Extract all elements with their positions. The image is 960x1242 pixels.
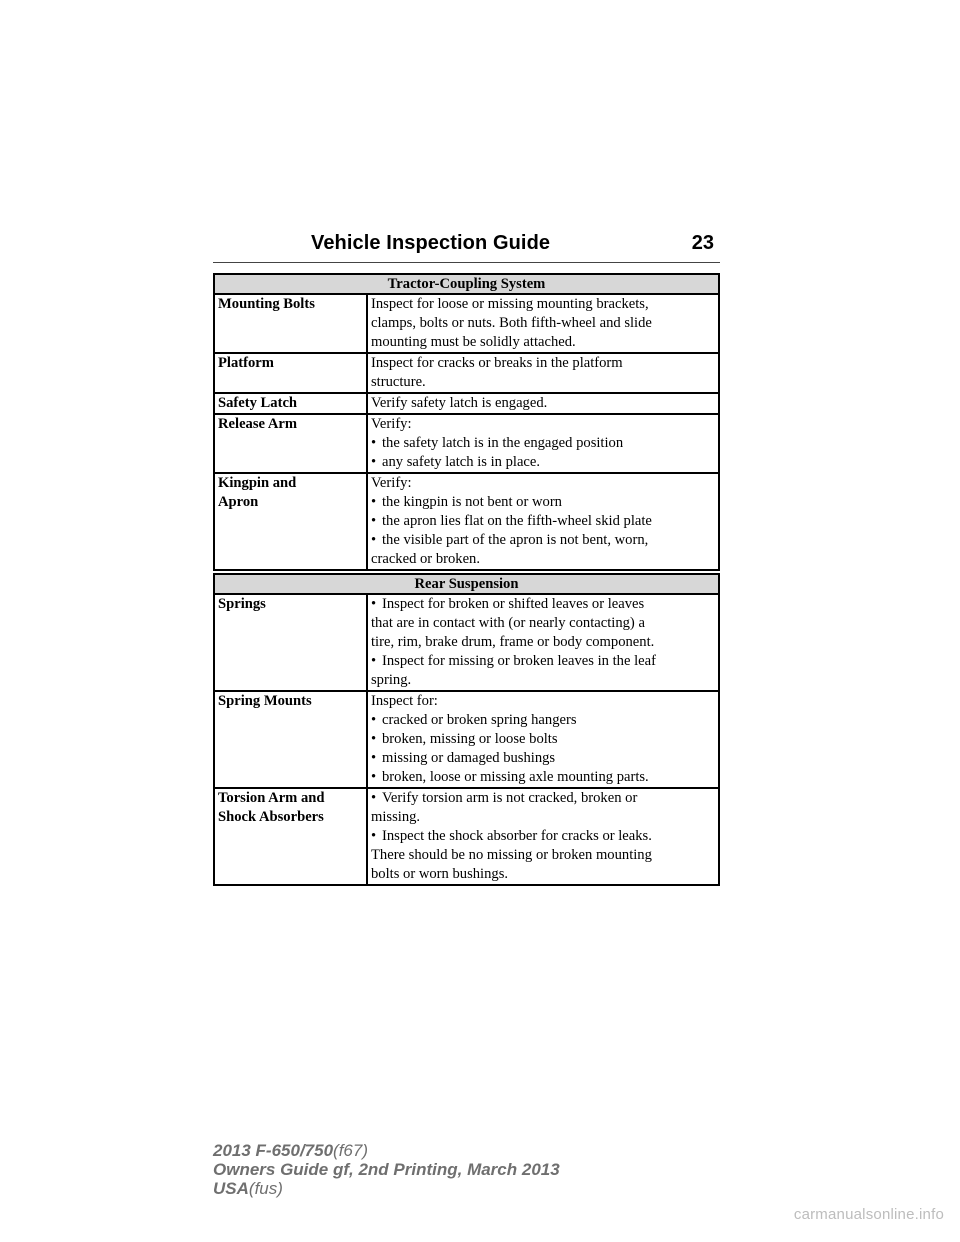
- row-label: [214, 594, 367, 691]
- page-header: [213, 229, 720, 259]
- bullet-icon: •: [371, 653, 377, 669]
- description-line: [371, 373, 716, 392]
- row-label: [214, 788, 367, 885]
- table-header-row: [214, 574, 719, 594]
- line-text: structure.: [371, 374, 426, 390]
- description-line: [371, 865, 716, 884]
- tractor-coupling-table: [213, 273, 720, 571]
- description-line: [371, 633, 716, 652]
- bullet-item: [371, 789, 716, 808]
- bullet-icon: •: [371, 513, 377, 529]
- line-text: There should be no missing or broken mounting: [371, 847, 652, 863]
- footer-line-2: Owners Guide gf, 2nd Printing, March 2013: [213, 1160, 560, 1179]
- row-label: [214, 393, 367, 414]
- row-label-line: Mounting Bolts: [218, 296, 315, 312]
- bullet-icon: •: [371, 712, 377, 728]
- line-text: tire, rim, brake drum, frame or body component.: [371, 634, 655, 650]
- header-divider: [213, 262, 720, 263]
- bullet-item: [371, 493, 716, 512]
- line-text: Inspect for loose or missing mounting brackets,: [371, 296, 649, 312]
- row-description: [367, 393, 719, 414]
- row-label-line: Apron: [218, 494, 259, 510]
- table-title: Rear Suspension: [214, 574, 719, 594]
- line-text: that are in contact with (or nearly contacting) a: [371, 615, 645, 631]
- bullet-icon: •: [371, 532, 377, 548]
- watermark: carmanualsonline.info: [793, 1206, 944, 1223]
- row-label: [214, 691, 367, 788]
- table-row: [214, 294, 719, 353]
- bullet-icon: •: [371, 454, 377, 470]
- line-text: broken, missing or loose bolts: [382, 731, 558, 747]
- table-header-row: [214, 274, 719, 294]
- bullet-item: [371, 531, 716, 550]
- bullet-item: [371, 768, 716, 787]
- bullet-item: [371, 749, 716, 768]
- bullet-icon: •: [371, 494, 377, 510]
- page-number: 23: [691, 232, 714, 254]
- row-label-line: Springs: [218, 596, 266, 612]
- line-text: cracked or broken.: [371, 551, 480, 567]
- bullet-item: [371, 595, 716, 614]
- row-label-line: Shock Absorbers: [218, 809, 324, 825]
- line-text: cracked or broken spring hangers: [382, 712, 577, 728]
- row-description: [367, 788, 719, 885]
- row-description: [367, 594, 719, 691]
- row-label: [214, 353, 367, 393]
- bullet-icon: •: [371, 731, 377, 747]
- bullet-item: [371, 434, 716, 453]
- row-label-line: Safety Latch: [218, 395, 298, 411]
- line-text: Verify torsion arm is not cracked, broken or: [382, 790, 638, 806]
- bullet-item: [371, 453, 716, 472]
- table-row: [214, 473, 719, 570]
- line-text: Inspect for cracks or breaks in the platform: [371, 355, 623, 371]
- description-line: [371, 671, 716, 690]
- bullet-item: [371, 827, 716, 846]
- description-line: [371, 846, 716, 865]
- row-description: [367, 294, 719, 353]
- description-line: [371, 415, 716, 434]
- row-label-line: Release Arm: [218, 416, 298, 432]
- table-row: [214, 788, 719, 885]
- row-label-line: Spring Mounts: [218, 693, 312, 709]
- line-text: Inspect the shock absorber for cracks or leaks.: [382, 828, 652, 844]
- line-text: Verify:: [371, 475, 412, 491]
- description-line: [371, 550, 716, 569]
- bullet-icon: •: [371, 750, 377, 766]
- footer-model-code: (f67): [333, 1141, 369, 1160]
- footer-line-1: [213, 1141, 560, 1160]
- row-label: [214, 473, 367, 570]
- rear-suspension-table: [213, 573, 720, 886]
- bullet-item: [371, 652, 716, 671]
- bullet-icon: •: [371, 435, 377, 451]
- description-line: [371, 614, 716, 633]
- line-text: Verify safety latch is engaged.: [371, 395, 548, 411]
- line-text: the safety latch is in the engaged position: [382, 435, 624, 451]
- row-label: [214, 294, 367, 353]
- line-text: Verify:: [371, 416, 412, 432]
- line-text: Inspect for broken or shifted leaves or leaves: [382, 596, 645, 612]
- description-line: [371, 314, 716, 333]
- row-description: [367, 691, 719, 788]
- row-label-line: Torsion Arm and: [218, 790, 325, 806]
- line-text: the apron lies flat on the fifth-wheel skid plate: [382, 513, 652, 529]
- line-text: spring.: [371, 672, 412, 688]
- line-text: missing or damaged bushings: [382, 750, 556, 766]
- table-row: [214, 594, 719, 691]
- bullet-icon: •: [371, 828, 377, 844]
- footer-market-code: (fus): [248, 1179, 283, 1198]
- footer-model: 2013 F-650/750: [213, 1141, 334, 1160]
- table-row: [214, 393, 719, 414]
- bullet-item: [371, 711, 716, 730]
- row-description: [367, 414, 719, 473]
- table-row: [214, 353, 719, 393]
- line-text: mounting must be solidly attached.: [371, 334, 576, 350]
- bullet-icon: •: [371, 790, 377, 806]
- description-line: [371, 808, 716, 827]
- page-footer: [213, 1141, 560, 1198]
- line-text: the kingpin is not bent or worn: [382, 494, 562, 510]
- description-line: [371, 295, 716, 314]
- description-line: [371, 474, 716, 493]
- bullet-icon: •: [371, 769, 377, 785]
- row-description: [367, 353, 719, 393]
- row-label-line: Kingpin and: [218, 475, 297, 491]
- row-label: [214, 414, 367, 473]
- footer-market: USA: [213, 1179, 249, 1198]
- line-text: bolts or worn bushings.: [371, 866, 509, 882]
- bullet-icon: •: [371, 596, 377, 612]
- row-label-line: Platform: [218, 355, 274, 371]
- description-line: [371, 394, 716, 413]
- line-text: missing.: [371, 809, 421, 825]
- page-title: Vehicle Inspection Guide: [311, 232, 551, 254]
- line-text: any safety latch is in place.: [382, 454, 541, 470]
- bullet-item: [371, 512, 716, 531]
- line-text: Inspect for:: [371, 693, 438, 709]
- description-line: [371, 333, 716, 352]
- bullet-item: [371, 730, 716, 749]
- line-text: clamps, bolts or nuts. Both fifth-wheel and slide: [371, 315, 652, 331]
- table-title: Tractor-Coupling System: [214, 274, 719, 294]
- table-row: [214, 414, 719, 473]
- line-text: Inspect for missing or broken leaves in the leaf: [382, 653, 656, 669]
- line-text: the visible part of the apron is not bent, worn,: [382, 532, 649, 548]
- footer-line-3: [213, 1179, 560, 1198]
- description-line: [371, 692, 716, 711]
- row-description: [367, 473, 719, 570]
- description-line: [371, 354, 716, 373]
- table-row: [214, 691, 719, 788]
- line-text: broken, loose or missing axle mounting parts.: [382, 769, 649, 785]
